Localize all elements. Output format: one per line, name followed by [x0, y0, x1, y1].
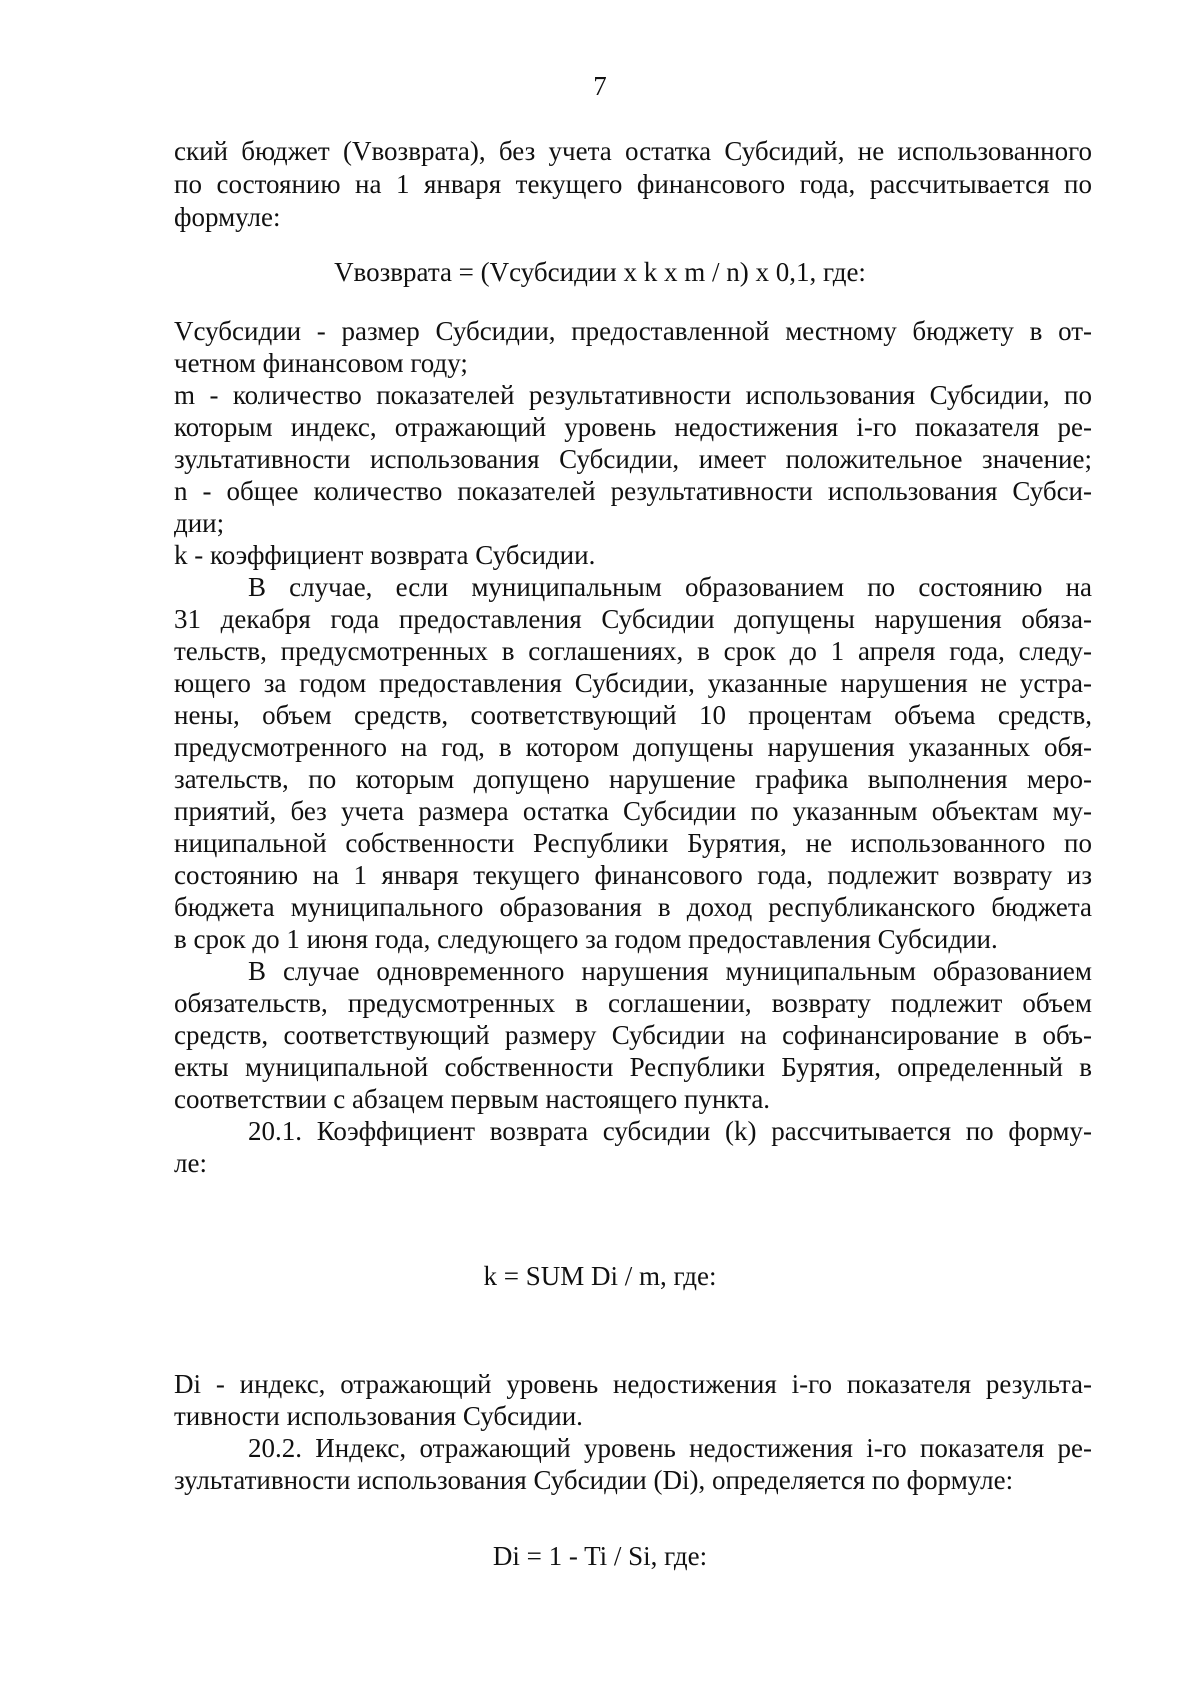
- text-line: приятий, без учета размера остатка Субсидии по указанным объектам му-: [174, 796, 1092, 826]
- text-line: бюджета муниципального образования в доход республиканского бюджета: [174, 892, 1092, 922]
- text-line: екты муниципальной собственности Республики Бурятия, определенный в: [174, 1052, 1092, 1082]
- text-line: дии;: [174, 508, 225, 538]
- page-number: 7: [593, 71, 607, 101]
- text-line: формуле:: [174, 202, 281, 232]
- text-line: В случае, если муниципальным образованием по состоянию на: [248, 572, 1092, 602]
- text-line: соответствии с абзацем первым настоящего пункта.: [174, 1084, 771, 1114]
- text-line: нены, объем средств, соответствующий 10 процентам объема средств,: [174, 700, 1092, 730]
- text-line: тельств, предусмотренных в соглашениях, в срок до 1 апреля года, следу-: [174, 636, 1092, 666]
- text-line: зательств, по которым допущено нарушение графика выполнения меро-: [174, 764, 1092, 794]
- formula-k-coefficient: k = SUM Di / m, где:: [483, 1261, 717, 1291]
- text-line: Di - индекс, отражающий уровень недостижения i-го показателя результа-: [174, 1369, 1092, 1399]
- formula-v-return: Vвозврата = (Vсубсидии x k x m / n) x 0,1, где:: [334, 257, 866, 287]
- text-line: 31 декабря года предоставления Субсидии допущены нарушения обяза-: [174, 604, 1092, 634]
- text-line: четном финансовом году;: [174, 348, 468, 378]
- text-line: тивности использования Субсидии.: [174, 1401, 583, 1431]
- text-line: состоянию на 1 января текущего финансового года, подлежит возврату из: [174, 860, 1092, 890]
- text-line: зультативности использования Субсидии, имеет положительное значение;: [174, 444, 1092, 474]
- text-line: предусмотренного на год, в котором допущены нарушения указанных обя-: [174, 732, 1092, 762]
- text-line: ющего за годом предоставления Субсидии, указанные нарушения не устра-: [174, 668, 1092, 698]
- text-line: в срок до 1 июня года, следующего за годом предоставления Субсидии.: [174, 924, 998, 954]
- text-line: обязательств, предусмотренных в соглашении, возврату подлежит объем: [174, 988, 1092, 1018]
- text-line: n - общее количество показателей результативности использования Субси-: [174, 476, 1092, 506]
- text-line: 20.1. Коэффициент возврата субсидии (k) рассчитывается по форму-: [248, 1116, 1092, 1146]
- text-line: ле:: [174, 1148, 207, 1178]
- text-line: ниципальной собственности Республики Бурятия, не использованного по: [174, 828, 1092, 858]
- text-line: по состоянию на 1 января текущего финансового года, рассчитывается по: [174, 169, 1092, 199]
- text-line: средств, соответствующий размеру Субсидии на софинансирование в объ-: [174, 1020, 1092, 1050]
- text-line: которым индекс, отражающий уровень недостижения i-го показателя ре-: [174, 412, 1092, 442]
- text-line: k - коэффициент возврата Субсидии.: [174, 540, 596, 570]
- text-line: ский бюджет (Vвозврата), без учета остатка Субсидий, не использованного: [174, 136, 1092, 166]
- text-line: Vсубсидии - размер Субсидии, предоставленной местному бюджету в от-: [174, 316, 1092, 346]
- text-line: В случае одновременного нарушения муниципальным образованием: [248, 956, 1092, 986]
- text-line: m - количество показателей результативности использования Субсидии, по: [174, 380, 1092, 410]
- text-line: зультативности использования Субсидии (Di), определяется по формуле:: [174, 1465, 1014, 1495]
- formula-d-index: Di = 1 - Ti / Si, где:: [492, 1541, 708, 1571]
- text-line: 20.2. Индекс, отражающий уровень недостижения i-го показателя ре-: [248, 1433, 1092, 1463]
